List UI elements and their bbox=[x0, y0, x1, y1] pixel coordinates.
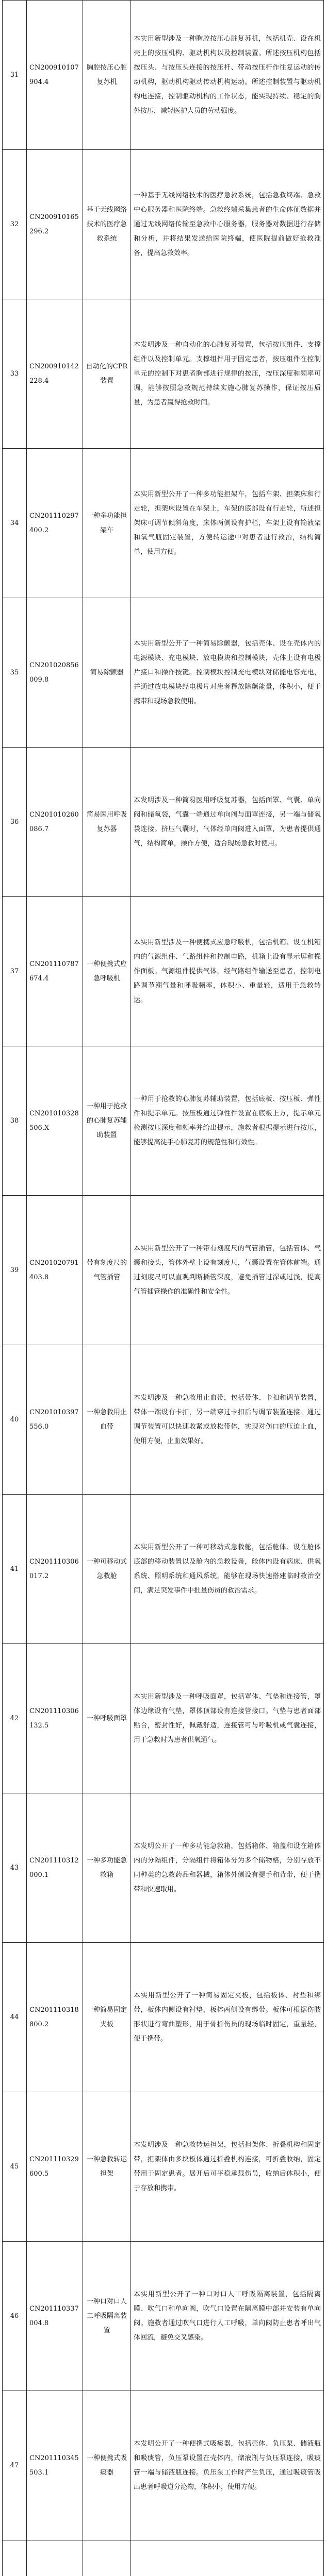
application-number: CN201110306017.2 bbox=[27, 1495, 83, 1644]
application-number: CN201110329600.5 bbox=[27, 2092, 83, 2242]
patent-table-body bbox=[3, 1, 324, 2576]
patent-title: 一种多功能急救箱 bbox=[83, 1793, 131, 1943]
patent-summary: 本实用新型公开了一种带有刻度尺的气管插管，包括管体、气囊和接头，管体外壁上设有刻度尺，气囊设置在管体前端。通过刻度尺可以直观判断插管深度，避免插管过深或过浅，提高气管插管操作的准确性和安全性。 bbox=[131, 1196, 324, 1345]
application-number: CN200910142228.4 bbox=[27, 299, 83, 449]
table-row bbox=[3, 1495, 324, 1644]
application-number: CN201110345503.1 bbox=[27, 2391, 83, 2540]
table-row bbox=[3, 1793, 324, 1943]
row-number: 47 bbox=[3, 2391, 27, 2540]
application-number: CN201110297400.2 bbox=[27, 449, 83, 598]
application-number: CN201110787674.4 bbox=[27, 897, 83, 1046]
table-row bbox=[3, 2540, 324, 2576]
patent-title: 一种便携式吸痰器 bbox=[83, 2391, 131, 2540]
table-row bbox=[3, 897, 324, 1046]
patent-summary: 本实用新型涉及一种胸腔按压心脏复苏机，包括机壳、设在机壳上的按压机构、驱动机构以及控制装置。所述按压机构包括按压头、与按压头连接的按压杆、带动按压杆作往复运动的传动机构，驱动机构驱动传动机构运动。所述控制装置与驱动机构电连接，控制驱动机构的工作状态，能实现持续、稳定的胸外按压，减轻医护人员的劳动强度。 bbox=[131, 1, 324, 150]
table-row bbox=[3, 1, 324, 150]
patent-summary: 一种基于无线网络技术的医疗急救系统，包括急救终端、急救中心服务器和医院终端。急救终端采集患者的生命体征数据并通过无线网络传输至急救中心服务器，服务器对数据进行存储和分析，并将结果发送给医院终端，使医院提前做好抢救准备，提高急救效率。 bbox=[131, 150, 324, 299]
patent-title: 带有刻度尺的气管插管 bbox=[83, 1196, 131, 1345]
table-row bbox=[3, 598, 324, 748]
patent-summary: 本实用新型公开了一种简易固定夹板，包括板体、衬垫和绑带，板体内侧设有衬垫，板体两侧设有绑带。板体可根据伤肢形状进行弯曲塑形，用于骨折伤员的现场临时固定，重量轻，便于携带。 bbox=[131, 1943, 324, 2092]
row-number: 45 bbox=[3, 2092, 27, 2242]
row-number: 35 bbox=[3, 598, 27, 748]
row-number: 33 bbox=[3, 299, 27, 449]
patent-title: 一种简易固定夹板 bbox=[83, 1943, 131, 2092]
application-number: CN201010397556.0 bbox=[27, 1345, 83, 1495]
application-number: CN201110337004.8 bbox=[27, 2242, 83, 2391]
patent-title: 一种可移动式急救舱 bbox=[83, 1495, 131, 1644]
row-number: 44 bbox=[3, 1943, 27, 2092]
patent-title: 一种便携式应急呼吸机 bbox=[83, 897, 131, 1046]
row-number bbox=[3, 2540, 27, 2576]
patent-summary: 本实用新型公开了一种可移动式急救舱，包括舱体、设在舱体底部的移动装置以及舱内的急救设备，舱体内设有病床、供氧系统、照明系统和通风系统，能够在现场快速搭建临时救治空间，满足突发事件中批量伤员的救治需求。 bbox=[131, 1495, 324, 1644]
patent-title: 一种急救用止血带 bbox=[83, 1345, 131, 1495]
row-number: 43 bbox=[3, 1793, 27, 1943]
row-number: 31 bbox=[3, 1, 27, 150]
patent-title: 一种呼吸面罩 bbox=[83, 1644, 131, 1793]
patent-summary bbox=[131, 2540, 324, 2576]
application-number bbox=[27, 2540, 83, 2576]
patent-title: 一种用于抢救的心肺复苏辅助装置 bbox=[83, 1046, 131, 1196]
table-row bbox=[3, 1046, 324, 1196]
patent-summary: 本实用新型公开了一种口对口人工呼吸隔离装置，包括隔离膜、吹气口和单向阀，吹气口设置在隔离膜中部并安装有单向阀。施救者通过吹气口进行人工呼吸，单向阀防止患者呼出气体回流，避免交叉感染。 bbox=[131, 2242, 324, 2391]
application-number: CN200910107904.4 bbox=[27, 1, 83, 150]
table-row bbox=[3, 2242, 324, 2391]
table-row bbox=[3, 2391, 324, 2540]
patent-title bbox=[83, 2540, 131, 2576]
row-number: 42 bbox=[3, 1644, 27, 1793]
patent-summary: 本发明公开了一种多功能急救箱，包括箱体、箱盖和设在箱体内的分隔组件，分隔组件将箱体分为多个储物格，分别存放不同种类的急救药品和器械，箱体外侧设有提手和背带，便于携带和快速取用。 bbox=[131, 1793, 324, 1943]
patent-title: 自动化的CPR装置 bbox=[83, 299, 131, 449]
application-number: CN201010328506.X bbox=[27, 1046, 83, 1196]
row-number: 34 bbox=[3, 449, 27, 598]
row-number: 46 bbox=[3, 2242, 27, 2391]
application-number: CN200910165296.2 bbox=[27, 150, 83, 299]
patent-summary: 本实用新型涉及一种呼吸面罩，包括罩体、气垫和连接管，罩体边缘设有气垫，罩体顶部设有连接管接口。气垫与患者面部贴合，密封性好，佩戴舒适，连接管可与呼吸机或气囊连接，用于急救时为患者供氧通气。 bbox=[131, 1644, 324, 1793]
patent-title: 一种口对口人工呼吸隔离装置 bbox=[83, 2242, 131, 2391]
row-number: 36 bbox=[3, 748, 27, 897]
table-row bbox=[3, 1644, 324, 1793]
row-number: 41 bbox=[3, 1495, 27, 1644]
application-number: CN201110318800.2 bbox=[27, 1943, 83, 2092]
table-row bbox=[3, 299, 324, 449]
row-number: 37 bbox=[3, 897, 27, 1046]
application-number: CN201110312000.1 bbox=[27, 1793, 83, 1943]
table-row bbox=[3, 1943, 324, 2092]
patent-summary: 本实用新型涉及一种便携式应急呼吸机，包括机箱、设在机箱内的气源组件、气路组件和控制电路，机箱上设有显示屏和操作面板。气源组件提供气体，经气路组件输送至患者，控制电路调节潮气量和呼吸频率，体积小、重量轻，适用于急救转运。 bbox=[131, 897, 324, 1046]
table-row bbox=[3, 748, 324, 897]
patent-summary: 本实用新型公开了一种多功能担架车，包括车架、担架床和行走轮，担架床设置在车架上，车架的底部设有行走轮，所述担架床可调节倾斜角度，床体两侧设有护栏，车架上设有输液架和氧气瓶固定装置，方便转运途中对患者进行救治，结构简单，使用方便。 bbox=[131, 449, 324, 598]
application-number: CN201020856009.8 bbox=[27, 598, 83, 748]
patent-list-table bbox=[2, 0, 324, 2576]
row-number: 38 bbox=[3, 1046, 27, 1196]
table-row bbox=[3, 449, 324, 598]
patent-title: 简易除颤器 bbox=[83, 598, 131, 748]
row-number: 39 bbox=[3, 1196, 27, 1345]
patent-summary: 一种用于抢救的心肺复苏辅助装置，包括底板、按压板、弹性件和提示单元。按压板通过弹性件设置在底板上方，提示单元检测按压深度和频率并给出提示，施救者根据提示进行按压，能够提高徒手心肺复苏的规范性和有效性。 bbox=[131, 1046, 324, 1196]
patent-title: 胸腔按压心脏复苏机 bbox=[83, 1, 131, 150]
application-number: CN201110306132.5 bbox=[27, 1644, 83, 1793]
patent-summary: 本发明涉及一种简易医用呼吸复苏器，包括面罩、气囊、单向阀和储氧袋，气囊一端通过单向阀与面罩连接，另一端与储氧袋连接。挤压气囊时，气体经单向阀进入面罩，为患者提供通气，结构简单，操作方便，适合现场急救时使用。 bbox=[131, 748, 324, 897]
patent-title: 一种多功能担架车 bbox=[83, 449, 131, 598]
table-row bbox=[3, 1345, 324, 1495]
application-number: CN201020791403.8 bbox=[27, 1196, 83, 1345]
patent-summary: 本实用新型公开了一种简易除颤器，包括壳体、设在壳体内的电源模块、充电模块、放电模块和控制模块，壳体上设有电极片接口和操作按键。控制模块控制充电模块对储能电容充电，并通过放电模块经电极片对患者释放除颤能量，体积小，便于携带和现场急救使用。 bbox=[131, 598, 324, 748]
row-number: 32 bbox=[3, 150, 27, 299]
patent-summary: 本发明公开了一种便携式吸痰器，包括壳体、负压泵、储液瓶和吸痰管，负压泵设置在壳体内，储液瓶与负压泵连接，吸痰管一端与储液瓶连接。负压泵工作时产生负压，通过吸痰管吸出患者呼吸道分泌物，体积小，使用方便。 bbox=[131, 2391, 324, 2540]
table-row bbox=[3, 150, 324, 299]
patent-title: 简易医用呼吸复苏器 bbox=[83, 748, 131, 897]
table-row bbox=[3, 2092, 324, 2242]
patent-summary: 本发明涉及一种急救转运担架，包括担架体、折叠机构和固定带，担架体由多块板体通过折叠机构连接，可折叠收纳，固定带用于固定患者。展开后可平稳承载伤员，收纳后体积小，便于存放和携带。 bbox=[131, 2092, 324, 2242]
patent-summary: 本发明涉及一种急救用止血带，包括带体、卡扣和调节装置，带体一端设有卡扣，另一端穿过卡扣后与调节装置连接。通过调节装置可以快速收紧或放松带体，实现对伤口的压迫止血，使用方便，止血效果好。 bbox=[131, 1345, 324, 1495]
table-row bbox=[3, 1196, 324, 1345]
patent-title: 一种急救转运担架 bbox=[83, 2092, 131, 2242]
row-number: 40 bbox=[3, 1345, 27, 1495]
application-number: CN201010260086.7 bbox=[27, 748, 83, 897]
patent-title: 基于无线网络技术的医疗急救系统 bbox=[83, 150, 131, 299]
patent-summary: 本发明涉及一种自动化的心肺复苏装置，包括按压组件、支撑组件以及控制单元。支撑组件用于固定患者，按压组件在控制单元的控制下对患者胸部进行规律的按压，按压深度和频率可调，能够按照急救规范持续实施心肺复苏操作，保证按压质量，为患者赢得抢救时间。 bbox=[131, 299, 324, 449]
